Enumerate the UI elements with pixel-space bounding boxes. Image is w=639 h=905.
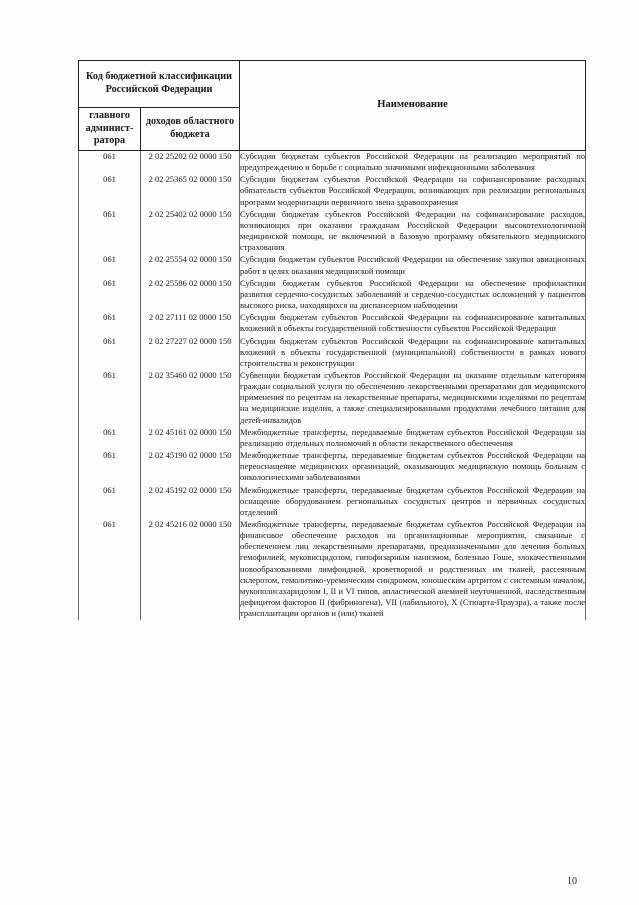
admin-code-cell: 061 xyxy=(79,312,141,335)
admin-column-header: главного админист-ратора xyxy=(79,108,141,151)
table-row xyxy=(79,174,586,208)
table-row xyxy=(79,370,586,427)
admin-code-cell: 061 xyxy=(79,450,141,484)
name-cell: Субсидии бюджетам субъектов Российской Федерации на софинансирование расходных обязательств субъектов Российской Федерации, возникающих при реализации региональных программ модернизации первичного звена здравоохранения xyxy=(240,174,586,208)
table-row xyxy=(79,278,586,312)
income-code-cell: 2 02 25365 02 0000 150 xyxy=(141,174,240,208)
admin-code-cell: 061 xyxy=(79,336,141,370)
income-code-cell: 2 02 25554 02 0000 150 xyxy=(141,254,240,277)
income-code-cell: 2 02 45216 02 0000 150 xyxy=(141,519,240,620)
admin-code-cell: 061 xyxy=(79,427,141,450)
admin-code-cell: 061 xyxy=(79,278,141,312)
income-code-cell: 2 02 27227 02 0000 150 xyxy=(141,336,240,370)
table-row xyxy=(79,312,586,335)
admin-code-cell: 061 xyxy=(79,151,141,175)
table-row xyxy=(79,336,586,370)
name-cell: Субвенции бюджетам субъектов Российской Федерации на оказание отдельным категориям граждан социальной услуги по обеспечению лекарственными препаратами для медицинского применения по рецептам на лекарственные препараты, медицинскими изделиями по рецептам на медицинские изделия, а также специализированными продуктами лечебного питания для детей-инвалидов xyxy=(240,370,586,427)
table-row xyxy=(79,209,586,255)
income-code-cell: 2 02 25202 02 0000 150 xyxy=(141,151,240,175)
income-code-cell: 2 02 45192 02 0000 150 xyxy=(141,485,240,519)
name-cell: Субсидии бюджетам субъектов Российской Федерации на софинансирование капитальных вложений в объекты государственной (муниципальной) собственности в рамках нового строительства и реконструкции xyxy=(240,336,586,370)
budget-code-table xyxy=(78,60,586,620)
table-row xyxy=(79,450,586,484)
table-row xyxy=(79,151,586,175)
table-row xyxy=(79,519,586,620)
income-code-cell: 2 02 45161 02 0000 150 xyxy=(141,427,240,450)
name-column-header: Наименование xyxy=(240,61,586,151)
name-cell: Межбюджетные трансферты, передаваемые бюджетам субъектов Российской Федерации на переоснащение медицинских организаций, оказывающих медицинскую помощь больным с онкологическими заболеваниями xyxy=(240,450,586,484)
admin-code-cell: 061 xyxy=(79,254,141,277)
name-cell: Субсидии бюджетам субъектов Российской Федерации на обеспечение закупки авиационных работ в целях оказания медицинской помощи xyxy=(240,254,586,277)
admin-code-cell: 061 xyxy=(79,174,141,208)
code-group-header: Код бюджетной классификации Российской Федерации xyxy=(79,61,240,108)
admin-code-cell: 061 xyxy=(79,519,141,620)
name-cell: Субсидии бюджетам субъектов Российской Федерации на обеспечение профилактики развития сердечно-сосудистых заболеваний и сердечно-сосудистых осложнений у пациентов высокого риска, находящихся на диспансерном наблюдении xyxy=(240,278,586,312)
income-code-cell: 2 02 25586 02 0000 150 xyxy=(141,278,240,312)
table-row xyxy=(79,485,586,519)
name-cell: Межбюджетные трансферты, передаваемые бюджетам субъектов Российской Федерации на реализацию отдельных полномочий в области лекарственного обеспечения xyxy=(240,427,586,450)
income-code-cell: 2 02 27111 02 0000 150 xyxy=(141,312,240,335)
admin-code-cell: 061 xyxy=(79,209,141,255)
name-cell: Субсидии бюджетам субъектов Российской Федерации на реализацию мероприятий по предупреждению и борьбе с социально значимыми инфекционными заболевания xyxy=(240,151,586,175)
header-row-top xyxy=(79,61,586,108)
page-number: 10 xyxy=(567,876,577,887)
table-row xyxy=(79,427,586,450)
table-row xyxy=(79,254,586,277)
admin-code-cell: 061 xyxy=(79,370,141,427)
income-code-cell: 2 02 35460 02 0000 150 xyxy=(141,370,240,427)
name-cell: Субсидии бюджетам субъектов Российской Федерации на софинансирование расходов, возникающих при оказании гражданам Российской Федерации высокотехнологичной медицинской помощи, не включенной в базовую программу обязательного медицинского страхования xyxy=(240,209,586,255)
income-column-header: доходов областного бюджета xyxy=(141,108,240,151)
admin-code-cell: 061 xyxy=(79,485,141,519)
name-cell: Межбюджетные трансферты, передаваемые бюджетам субъектов Российской Федерации на оснащение оборудованием региональных сосудистых центров и первичных сосудистых отделений xyxy=(240,485,586,519)
name-cell: Межбюджетные трансферты, передаваемые бюджетам субъектов Российской Федерации на финансовое обеспечение расходов на организационные мероприятия, связанные с обеспечением лиц лекарственными препаратами, предназначенными для лечения больных гемофилией, муковисцидозом, гипофизарным нанизмом, болезнью Гоше, злокачественными новообразованиями лимфоидной, кроветворной и родственных им тканей, рассеянным склерозом, гемолитико-уремическим синдромом, юношеским артритом с системным началом, мукополисахаридозом I, II и VI типов, апластической анемией неуточненной, наследственным дефицитом факторов II (фибриногена), VII (лабильного), X (Стюарта-Прауэра), а также после трансплантации органов и (или) тканей xyxy=(240,519,586,620)
income-code-cell: 2 02 25402 02 0000 150 xyxy=(141,209,240,255)
income-code-cell: 2 02 45190 02 0000 150 xyxy=(141,450,240,484)
name-cell: Субсидии бюджетам субъектов Российской Федерации на софинансирование капитальных вложений в объекты государственной собственности субъектов Российской Федерации xyxy=(240,312,586,335)
